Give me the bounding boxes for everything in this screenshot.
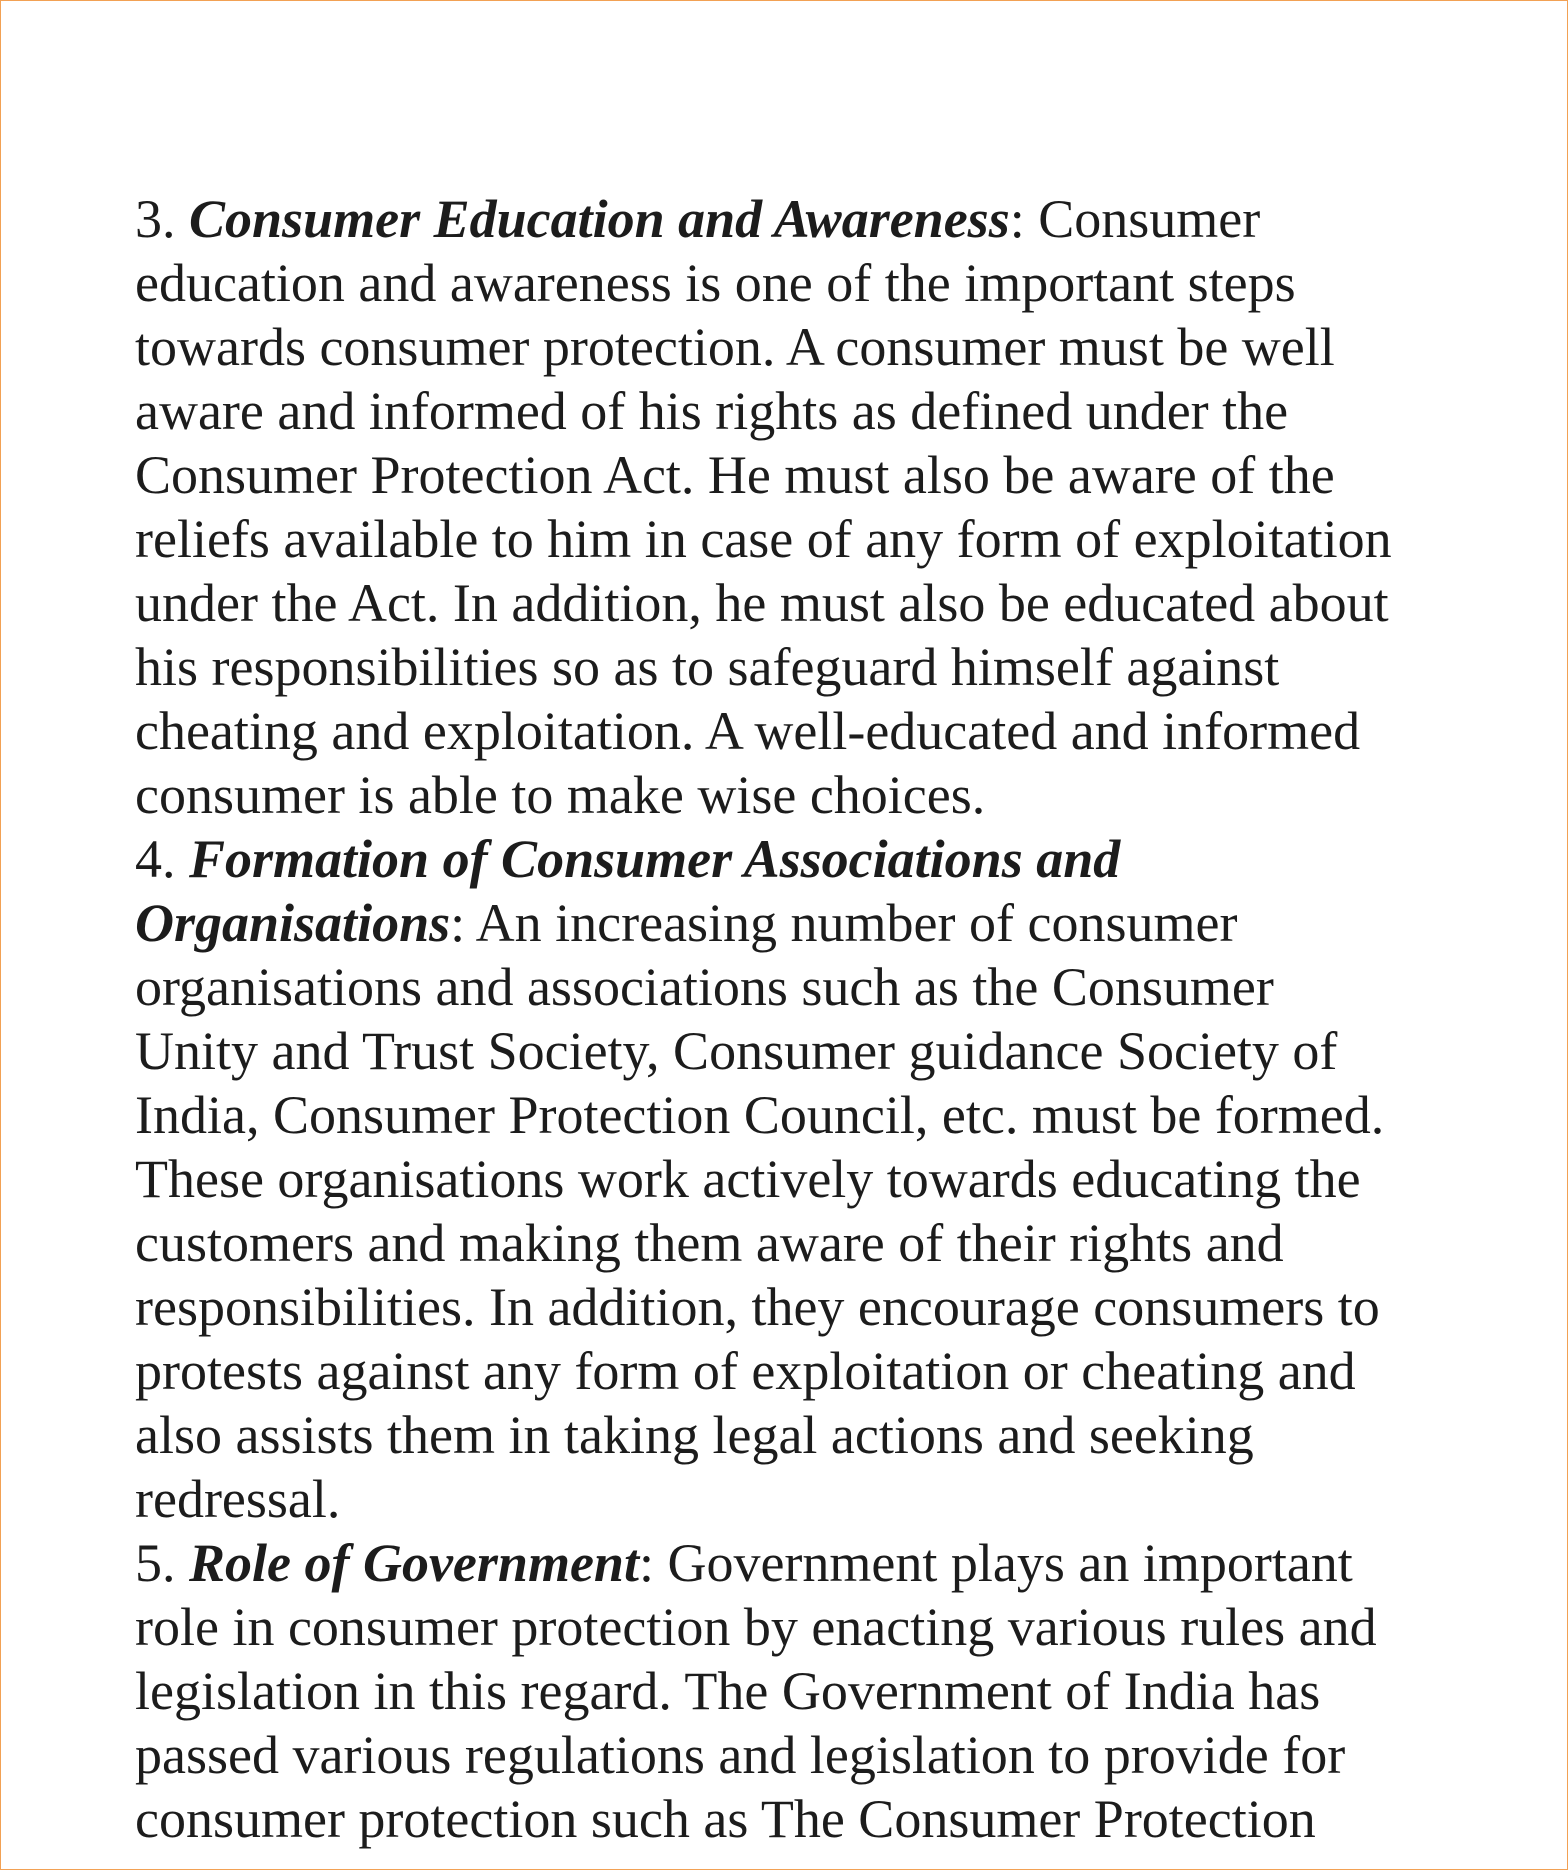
text-line: redressal. — [135, 1469, 341, 1529]
text-line: protests against any form of exploitation or cheating and — [135, 1341, 1356, 1401]
document-body — [135, 187, 1535, 1851]
text-line: : Consumer — [1009, 189, 1261, 249]
text-line: consumer is able to make wise choices. — [135, 765, 986, 825]
text-line: : An increasing number of consumer — [450, 893, 1238, 953]
section-4-heading-line — [135, 827, 1535, 891]
text-line: passed various regulations and legislation to provide for — [135, 1725, 1346, 1785]
text-line: organisations and associations such as the Consumer — [135, 957, 1274, 1017]
section-3-number: 3. — [135, 189, 176, 249]
text-line: under the Act. In addition, he must also be educated about — [135, 573, 1389, 633]
section-4-heading-line-2 — [135, 891, 1535, 955]
text-line: education and awareness is one of the important steps — [135, 253, 1296, 313]
text-line: customers and making them aware of their rights and — [135, 1213, 1284, 1273]
text-line: cheating and exploitation. A well-educated and informed — [135, 701, 1361, 761]
text-line: Consumer Protection Act. He must also be aware of the — [135, 445, 1335, 505]
text-line: also assists them in taking legal actions and seeking — [135, 1405, 1254, 1465]
section-4-title-continued: Organisations — [135, 893, 451, 953]
text-line: consumer protection such as The Consumer Protection — [135, 1789, 1316, 1849]
section-4-number: 4. — [135, 829, 176, 889]
text-line: Unity and Trust Society, Consumer guidance Society of — [135, 1021, 1338, 1081]
text-line: aware and informed of his rights as defined under the — [135, 381, 1289, 441]
text-line: legislation in this regard. The Government of India has — [135, 1661, 1321, 1721]
text-line: towards consumer protection. A consumer must be well — [135, 317, 1335, 377]
section-5-number: 5. — [135, 1533, 176, 1593]
text-line: India, Consumer Protection Council, etc. must be formed. — [135, 1085, 1385, 1145]
text-line: role in consumer protection by enacting various rules and — [135, 1597, 1377, 1657]
section-3-title: Consumer Education and Awareness — [189, 189, 1010, 249]
text-line: responsibilities. In addition, they encourage consumers to — [135, 1277, 1380, 1337]
section-5-heading-line — [135, 1531, 1535, 1595]
section-5-title: Role of Government — [189, 1533, 639, 1593]
text-line: his responsibilities so as to safeguard himself against — [135, 637, 1280, 697]
text-line: : Government plays an important — [638, 1533, 1353, 1593]
section-3-heading-line — [135, 187, 1535, 251]
section-4-title: Formation of Consumer Associations and — [189, 829, 1121, 889]
text-line: These organisations work actively towards educating the — [135, 1149, 1361, 1209]
text-line: reliefs available to him in case of any form of exploitation — [135, 509, 1392, 569]
